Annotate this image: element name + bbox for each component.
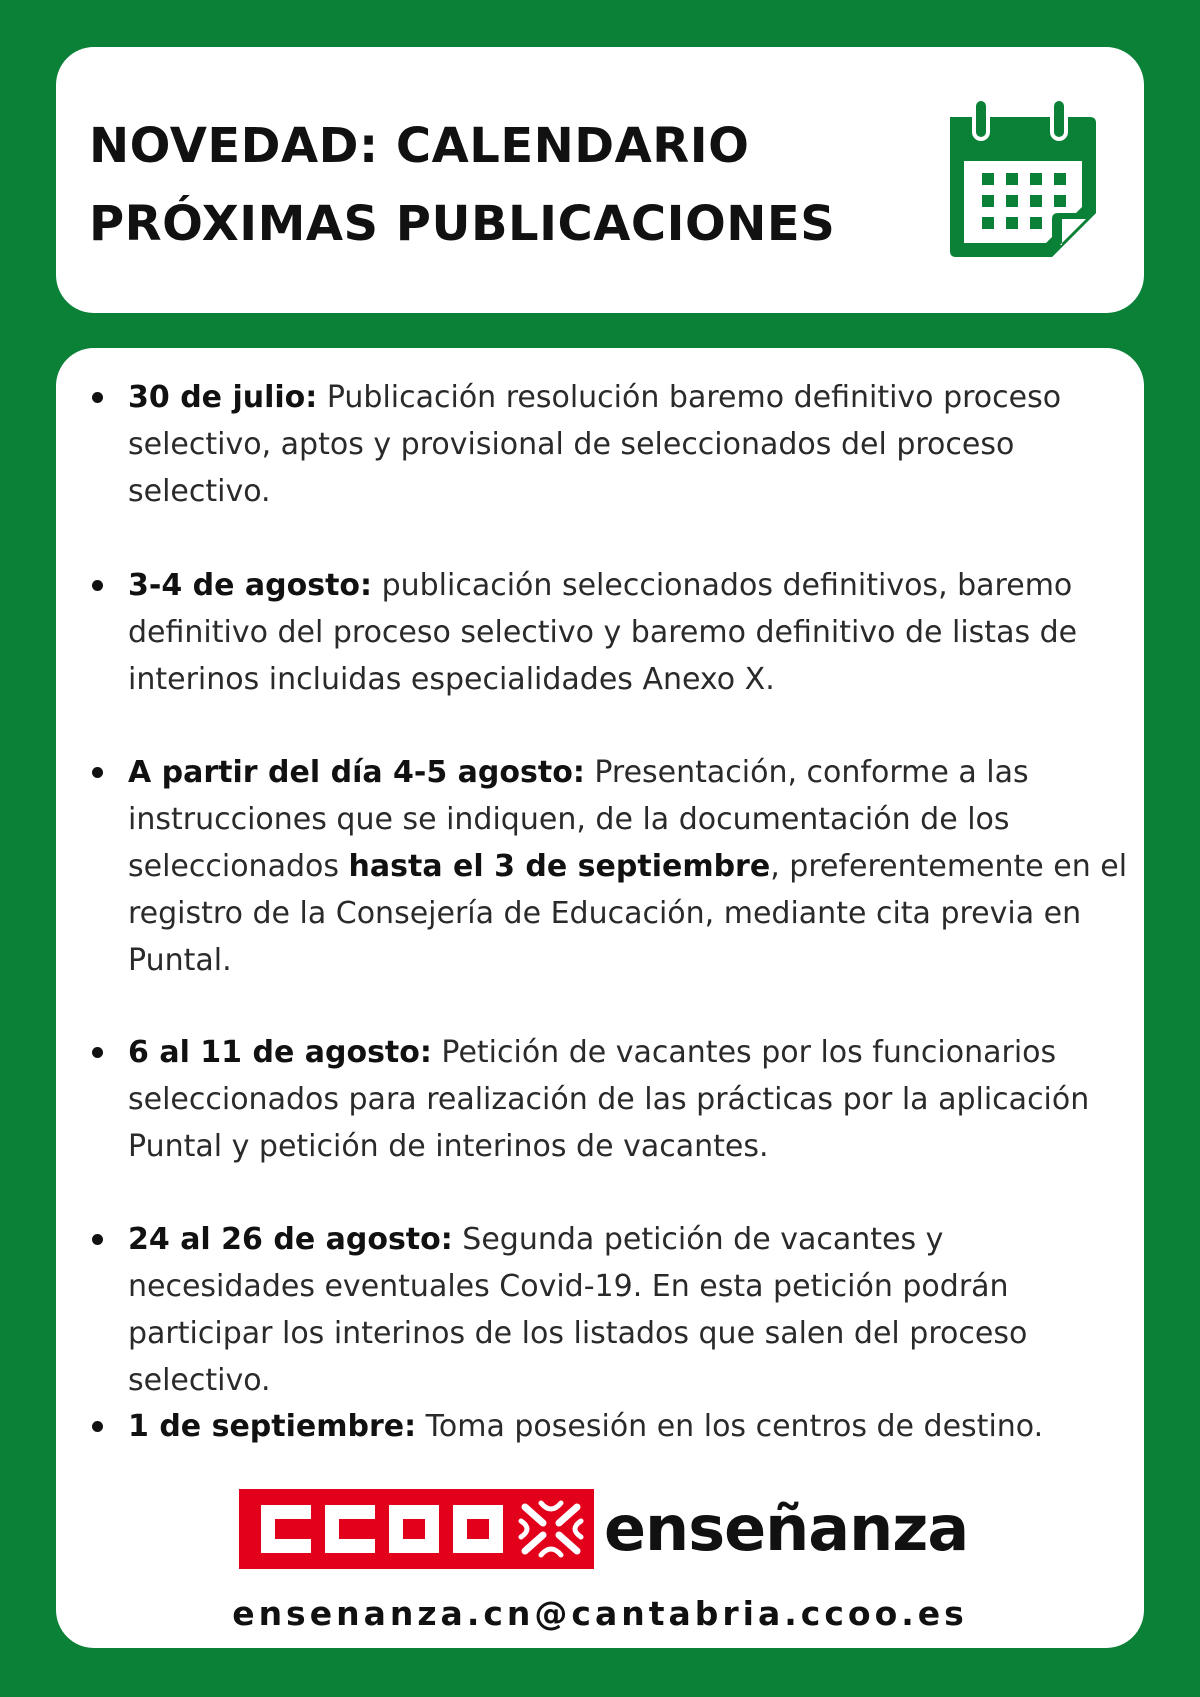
list-item xyxy=(128,562,1128,703)
ccoo-logo-mark xyxy=(239,1489,594,1569)
title-line-2: PRÓXIMAS PUBLICACIONES xyxy=(89,196,836,252)
item-date: 30 de julio: xyxy=(128,380,318,415)
page-title xyxy=(89,107,835,263)
list-item xyxy=(128,1216,1128,1404)
list-item xyxy=(128,1029,1128,1170)
item-text: Presentación, conforme a las instrucciones que se indiquen, de la documentación de los seleccionados xyxy=(128,755,1029,884)
item-text: publicación seleccionados definitivos, baremo definitivo del proceso selectivo y baremo definitivo de listas de interinos incluidas especialidades Anexo X. xyxy=(128,568,1078,697)
ccoo-letters-icon xyxy=(239,1489,594,1569)
item-text: Publicación resolución baremo definitivo proceso selectivo, aptos y provisional de seleccionados del proceso selectivo. xyxy=(128,380,1062,509)
item-date: A partir del día 4-5 agosto: xyxy=(128,755,585,790)
item-highlight: hasta el 3 de septiembre xyxy=(348,849,771,884)
list-item xyxy=(128,374,1128,515)
title-line-1: NOVEDAD: CALENDARIO xyxy=(89,118,750,174)
content-card xyxy=(56,348,1144,1648)
calendar-icon xyxy=(936,95,1104,263)
ccoo-logo xyxy=(239,1489,969,1569)
item-date: 1 de septiembre: xyxy=(128,1409,417,1444)
item-date: 24 al 26 de agosto: xyxy=(128,1222,453,1257)
list-item xyxy=(128,1403,1128,1450)
item-text: Petición de vacantes por los funcionarios seleccionados para realización de las prácticas por la aplicación Puntal y petición de interinos de vacantes. xyxy=(128,1035,1090,1164)
logo-word: enseñanza xyxy=(604,1492,969,1565)
item-date: 6 al 11 de agosto: xyxy=(128,1035,432,1070)
contact-email: ensenanza.cn@cantabria.ccoo.es xyxy=(232,1594,968,1633)
item-date: 3-4 de agosto: xyxy=(128,568,373,603)
item-text: Segunda petición de vacantes y necesidades eventuales Covid-19. En esta petición podrán participar los interinos de los listados que salen del proceso selectivo. xyxy=(128,1222,1028,1398)
list-item xyxy=(128,749,1128,984)
header-card xyxy=(56,47,1144,313)
item-text: , preferentemente en el registro de la Consejería de Educación, mediante cita previa en Puntal. xyxy=(128,849,1128,978)
item-text: Toma posesión en los centros de destino. xyxy=(416,1409,1044,1444)
